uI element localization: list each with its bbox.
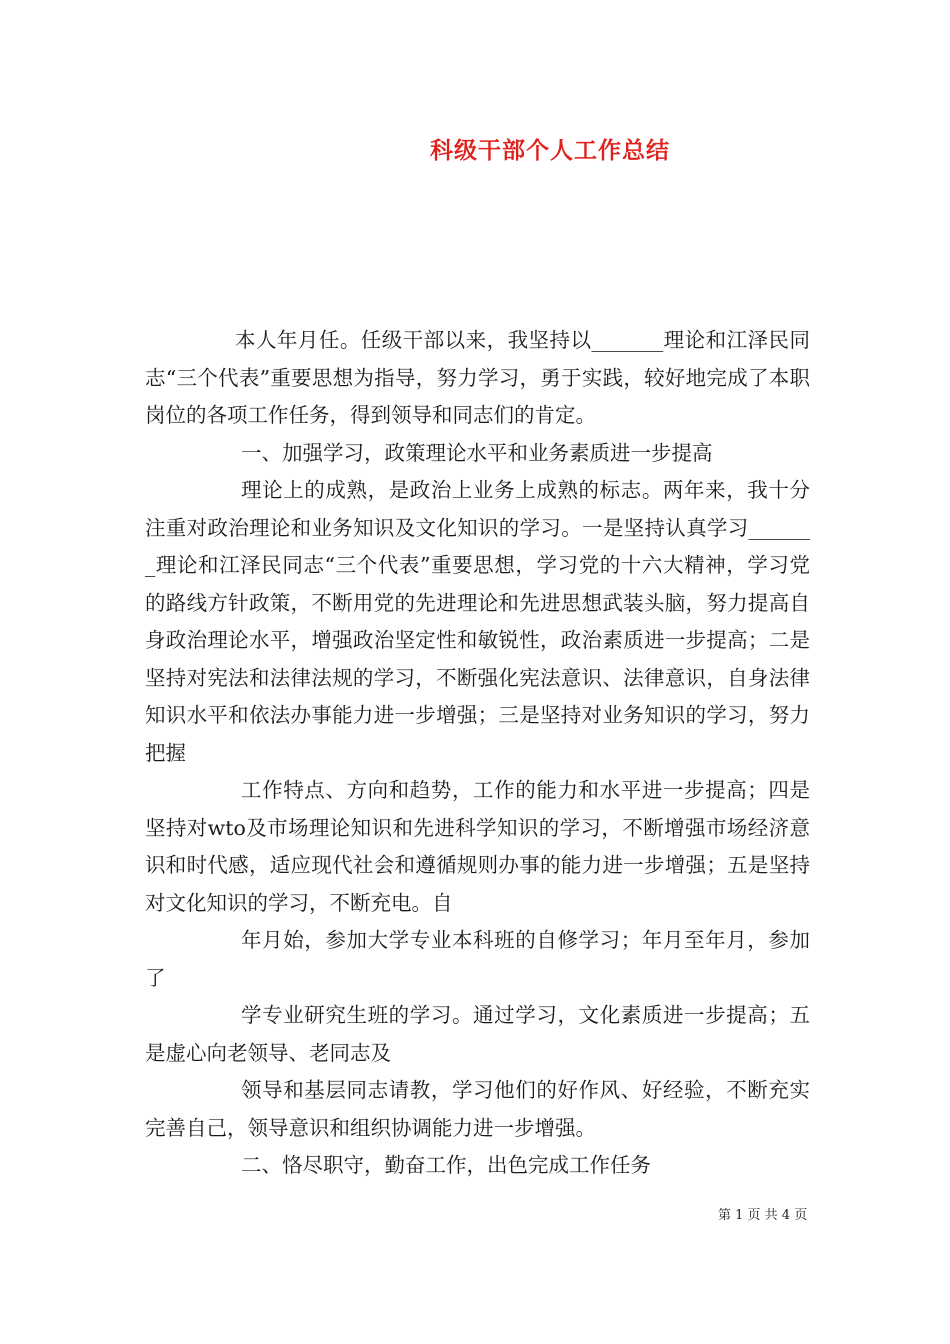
page-number-footer: 第 1 页 共 4 页	[718, 1208, 808, 1223]
paragraph-study: 理论上的成熟，是政治上业务上成熟的标志。两年来，我十分注重对政治理论和业务知识及文化知识的学习。一是坚持认真学习_______理论和江泽民同志“三个代表”重要思想，学习党的十六大精神，学习党的路线方针政策，不断用党的先进理论和先进思想武装头脑，努力提高自身政治理论水平，增强政治坚定性和敏锐性，政治素质进一步提高；二是坚持对宪法和法律法规的学习，不断强化宪法意识、法律意识，自身法律知识水平和依法办事能力进一步增强；三是坚持对业务知识的学习，努力把握	[145, 478, 810, 765]
paragraph-graduate: 学专业研究生班的学习。通过学习，文化素质进一步提高；五是虚心向老领导、老同志及	[145, 1003, 810, 1065]
section-heading-2: 二、恪尽职守，勤奋工作，出色完成工作任务	[241, 1153, 651, 1177]
paragraph-consult: 领导和基层同志请教，学习他们的好作风、好经验，不断充实完善自己，领导意识和组织协调能力进一步增强。	[145, 1078, 810, 1140]
document-body	[145, 322, 810, 1185]
document-title: 科级干部个人工作总结	[430, 138, 670, 164]
paragraph-undergraduate: 年月始，参加大学专业本科班的自修学习；年月至年月，参加了	[145, 928, 810, 990]
paragraph-intro: 本人年月任。任级干部以来，我坚持以_______理论和江泽民同志“三个代表”重要思想为指导，努力学习，勇于实践，较好地完成了本职岗位的各项工作任务，得到领导和同志们的肯定。	[145, 328, 810, 427]
paragraph-work-features: 工作特点、方向和趋势，工作的能力和水平进一步提高；四是坚持对wto及市场理论知识和先进科学知识的学习，不断增强市场经济意识和时代感，适应现代社会和遵循规则办事的能力进一步增强；五是坚持对文化知识的学习，不断充电。自	[145, 778, 810, 915]
section-heading-1: 一、加强学习，政策理论水平和业务素质进一步提高	[241, 440, 713, 465]
